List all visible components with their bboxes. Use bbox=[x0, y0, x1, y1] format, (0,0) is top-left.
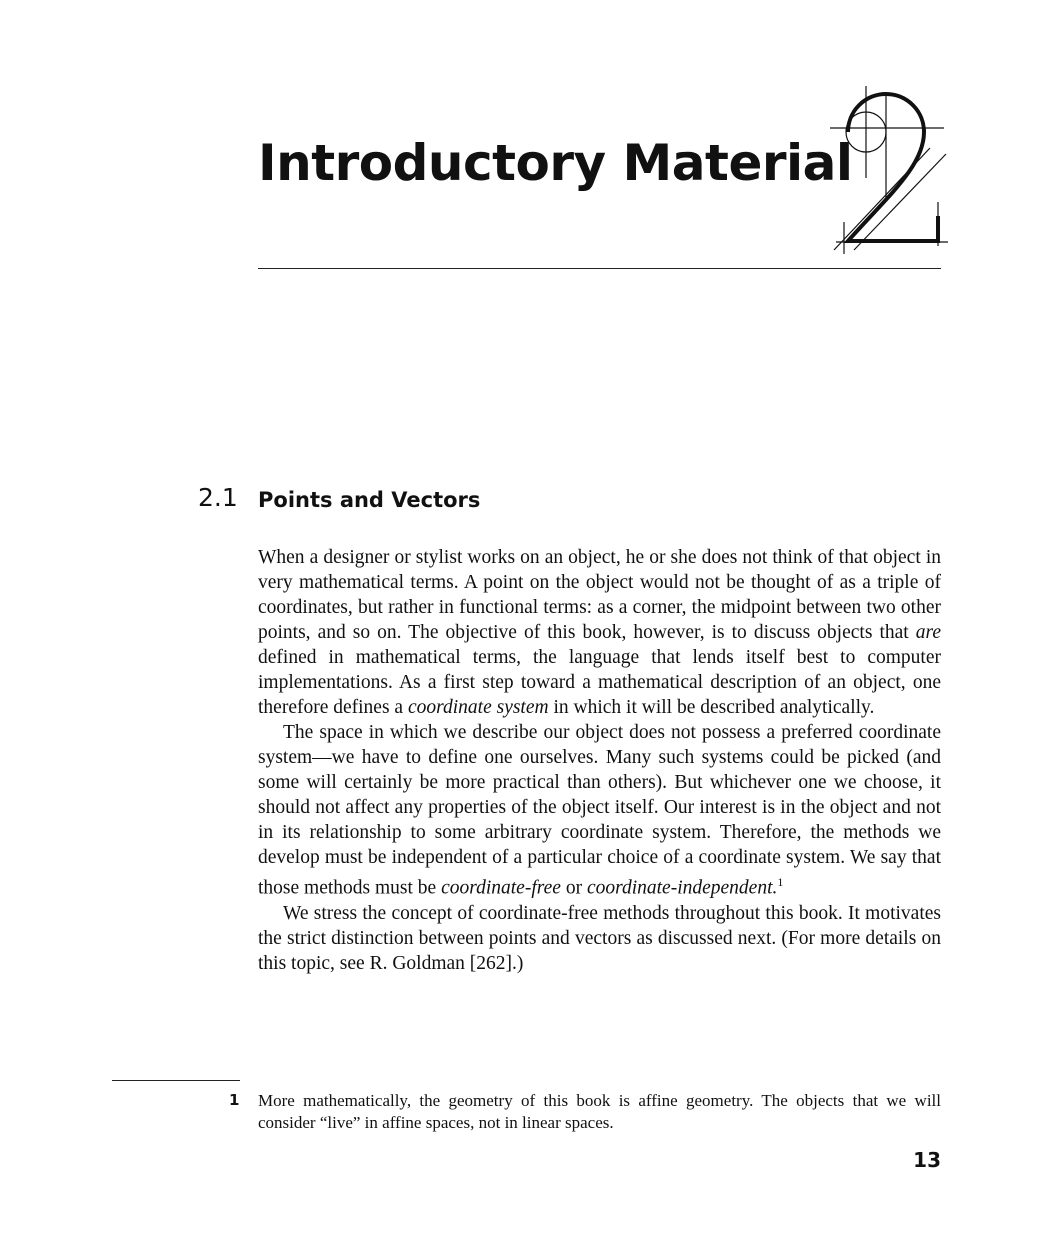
paragraph-3: We stress the concept of coordinate-free methods throughout this book. It motivates the strict distinction between points and vectors as discussed next. (For more details on this topic, see R. Goldman [262].) bbox=[258, 902, 941, 974]
chapter-number-graphic bbox=[826, 86, 950, 256]
chapter-title: Introductory Material bbox=[258, 134, 853, 192]
footnote-text: More mathematically, the geometry of this book is affine geometry. The objects that we will consider “live” in affine spaces, not in linear spaces. bbox=[258, 1091, 941, 1132]
page-number: 13 bbox=[913, 1148, 941, 1172]
title-rule bbox=[258, 268, 941, 269]
paragraph-1: When a designer or stylist works on an object, he or she does not think of that object in very mathematical terms. A point on the object would not be thought of as a triple of coordinates, but rather in functional terms: as a corner, the midpoint between two other points, and so on. The objective of this book, however, is to discuss objects that are defined in mathematical terms, the language that lends itself best to computer implementations. As a first step toward a mathematical description of an object, one therefore defines a coordinate system in which it will be described analytically. bbox=[258, 547, 941, 718]
section-number: 2.1 bbox=[198, 483, 238, 512]
paragraph-2: The space in which we describe our object does not possess a preferred coordinate system—we have to define one ourselves. Many such systems could be picked (and some will certainly be more practical than others). But whichever one we choose, it should not affect any properties of the object itself. Our interest is in the object and not in its relationship to some arbitrary coordinate system. Therefore, the methods we develop must be independent of a particular choice of a coordinate system. We say that those methods must be coordinate-free or coordinate-independent.$^1$ bbox=[258, 722, 941, 899]
footnote-number: 1 bbox=[229, 1091, 240, 1109]
footnote-rule bbox=[112, 1080, 240, 1081]
body-text bbox=[258, 545, 941, 976]
section-title: Points and Vectors bbox=[258, 488, 481, 512]
footnote-reference[interactable]: 1 bbox=[777, 875, 784, 889]
